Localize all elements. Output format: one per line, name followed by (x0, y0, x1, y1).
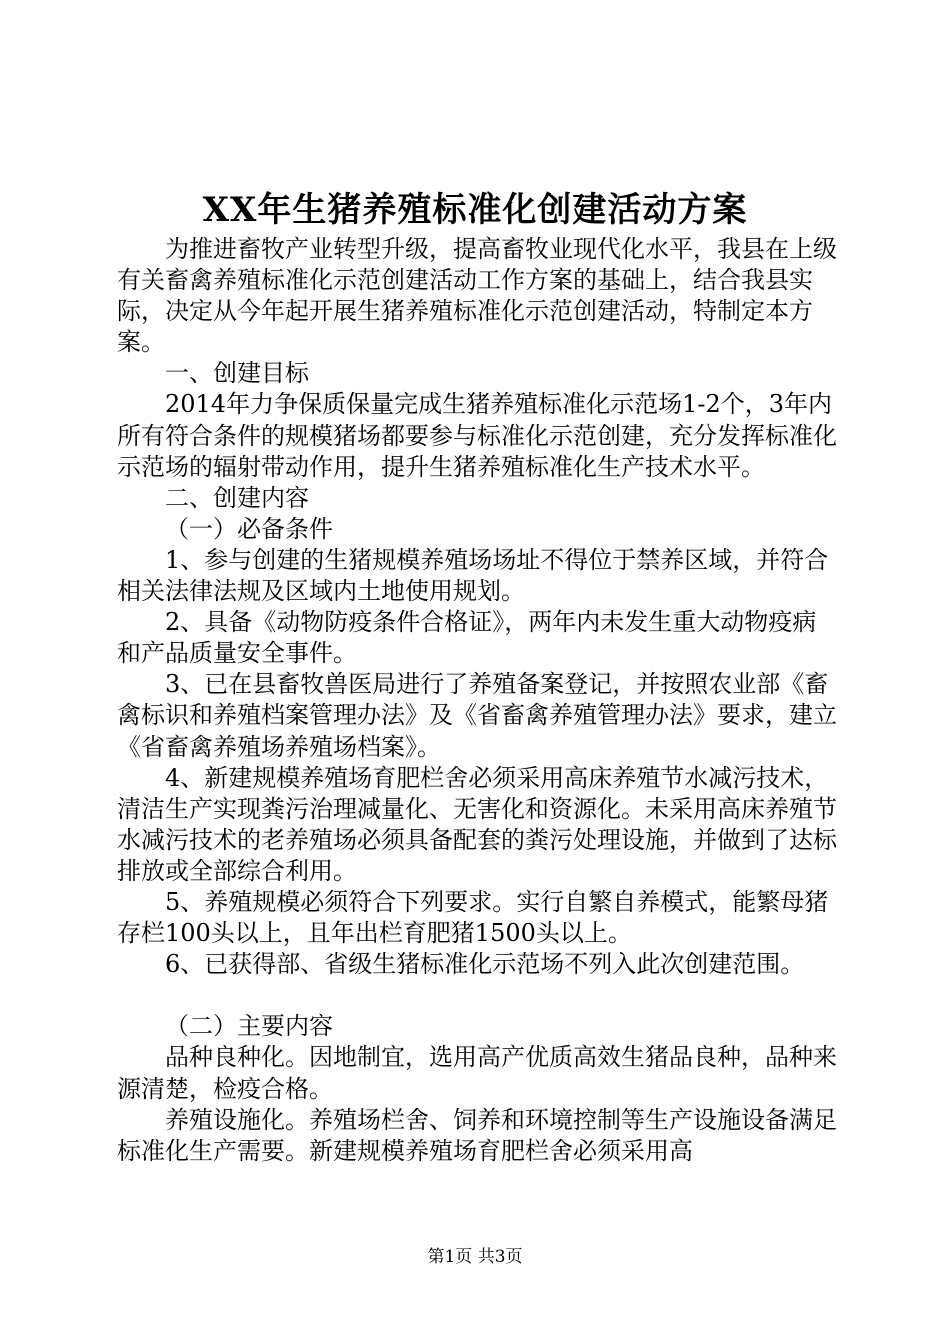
subsection-heading-requirements: （一）必备条件 (165, 514, 333, 543)
intro-paragraph: 为推进畜牧产业转型升级，提高畜牧业现代化水平，我县在上级有关畜禽养殖标准化示范创建活动工作方案的基础上，结合我县实际，决定从今年起开展生猪养殖标准化示范创建活动，特制定本方案。 (117, 235, 837, 357)
requirement-item-6: 6、已获得部、省级生猪标准化示范场不列入此次创建范围。 (165, 950, 805, 979)
section-heading-content: 二、创建内容 (165, 483, 309, 512)
goals-paragraph: 2014年力争保质保量完成生猪养殖标准化示范场1-2个，3年内所有符合条件的规模猪场都要参与标准化示范创建，充分发挥标准化示范场的辐射带动作用，提升生猪养殖标准化生产技术水平。 (117, 390, 837, 481)
section-heading-goals: 一、创建目标 (165, 359, 309, 388)
page-footer: 第1页 共3页 (427, 1247, 523, 1267)
content-item-facilities: 养殖设施化。养殖场栏舍、饲养和环境控制等生产设施设备满足标准化生产需要。新建规模养殖场育肥栏舍必须采用高 (117, 1105, 837, 1165)
document-body (117, 234, 837, 1167)
requirement-item-3: 3、已在县畜牧兽医局进行了养殖备案登记，并按照农业部《畜禽标识和养殖档案管理办法》及《省畜禽养殖管理办法》要求，建立《省畜禽养殖场养殖场档案》。 (117, 670, 837, 761)
requirement-item-2: 2、具备《动物防疫条件合格证》，两年内未发生重大动物疫病和产品质量安全事件。 (117, 608, 817, 668)
requirement-item-1: 1、参与创建的生猪规模养殖场场址不得位于禁养区域，并符合相关法律法规及区域内土地使用规划。 (117, 545, 829, 606)
document-title: XX年生猪养殖标准化创建活动方案 (202, 190, 748, 230)
paragraph-spacer (117, 980, 837, 1011)
requirement-item-4: 4、新建规模养殖场育肥栏舍必须采用高床养殖节水减污技术，清洁生产实现粪污治理减量化、无害化和资源化。未采用高床养殖节水减污技术的老养殖场必须具备配套的粪污处理设施，并做到了达标排放或全部综合利用。 (117, 763, 837, 885)
content-item-breeds: 品种良种化。因地制宜，选用高产优质高效生猪品良种，品种来源清楚，检疫合格。 (117, 1043, 837, 1103)
requirement-item-5: 5、养殖规模必须符合下列要求。实行自繁自养模式，能繁母猪存栏100头以上，且年出栏育肥猪1500头以上。 (117, 887, 829, 948)
subsection-heading-main-content: （二）主要内容 (165, 1012, 333, 1041)
